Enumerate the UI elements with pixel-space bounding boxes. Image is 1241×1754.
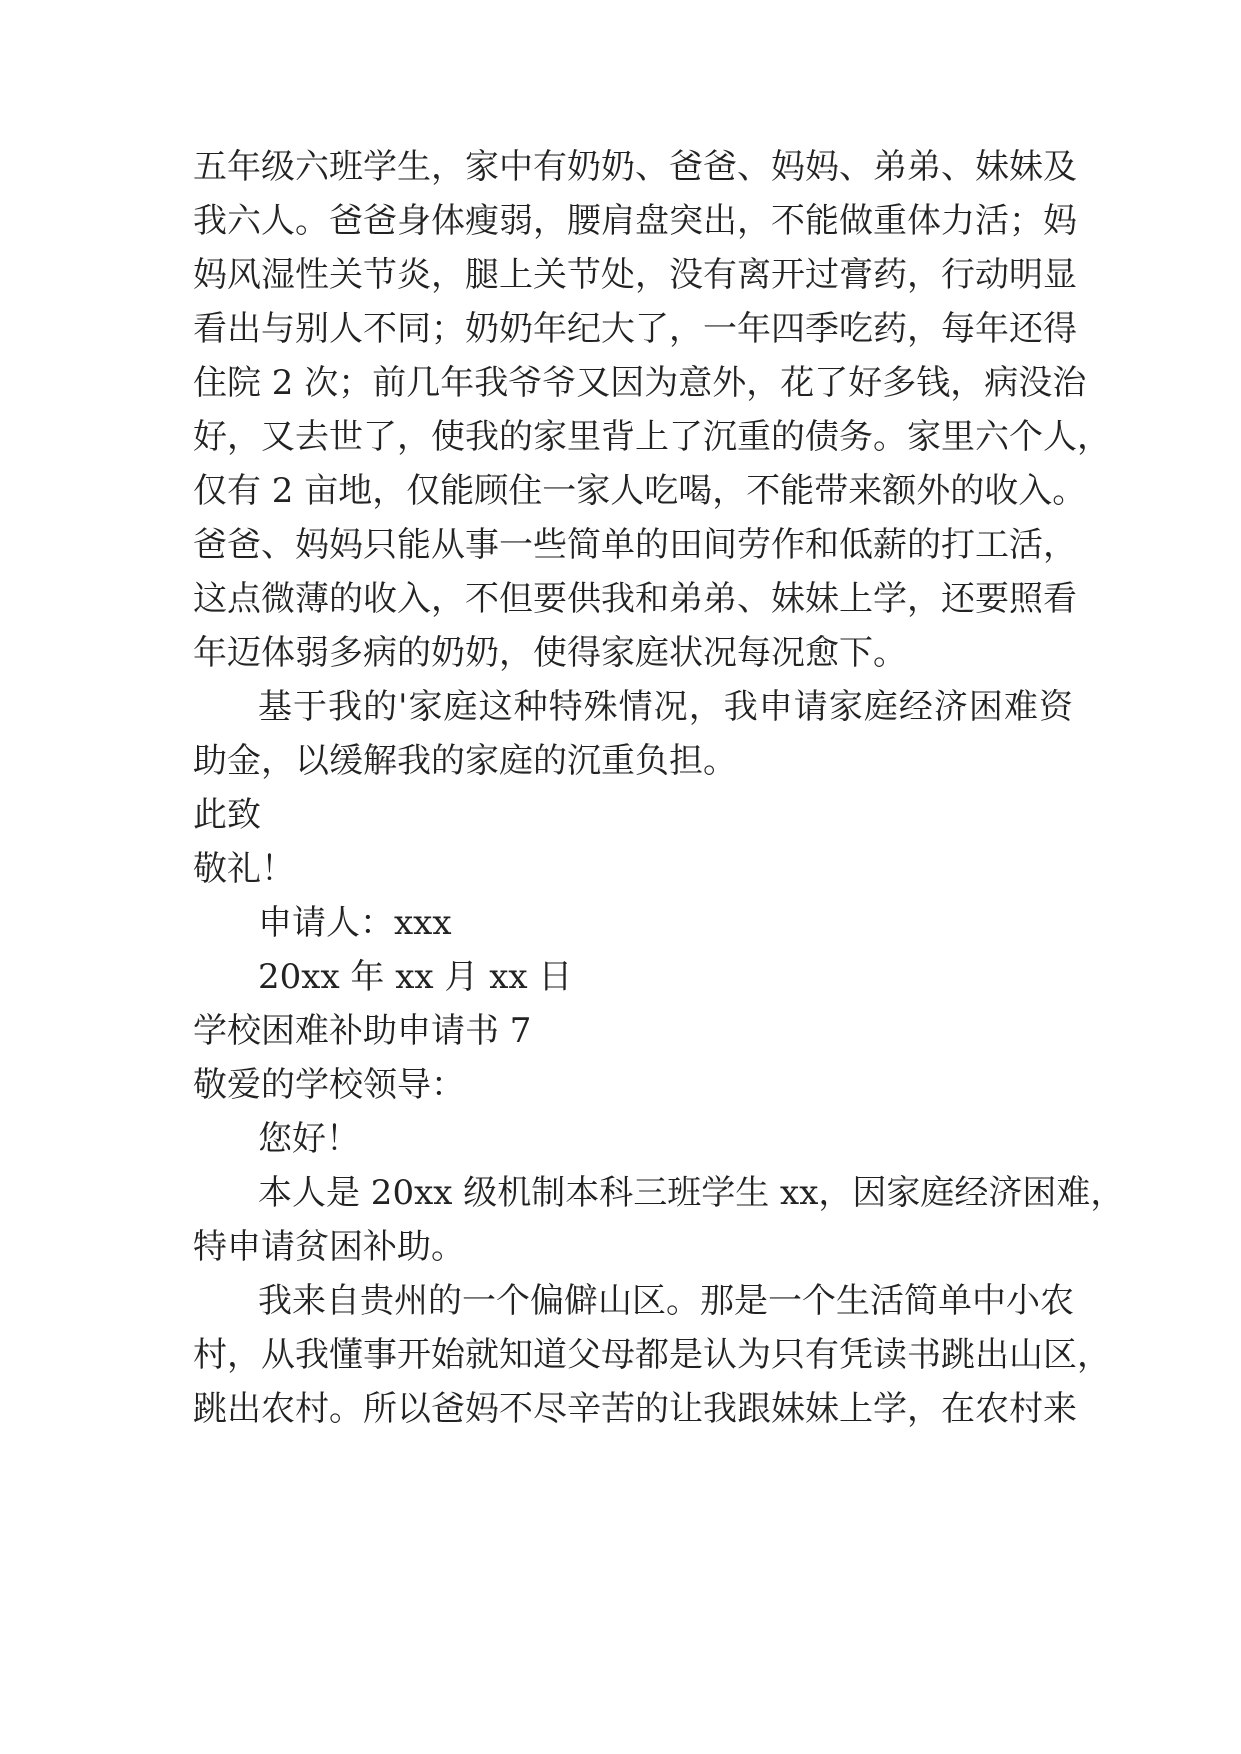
paragraph-line: 看出与别人不同；奶奶年纪大了，一年四季吃药，每年还得	[193, 309, 1077, 349]
paragraph-line: 五年级六班学生，家中有奶奶、爸爸、妈妈、弟弟、妹妹及	[193, 147, 1077, 187]
paragraph-line: 年迈体弱多病的奶奶，使得家庭状况每况愈下。	[193, 633, 907, 673]
paragraph-line: 仅有 2 亩地，仅能顾住一家人吃喝，不能带来额外的收入。	[193, 471, 1087, 511]
paragraph-line: 村，从我懂事开始就知道父母都是认为只有凭读书跳出山区，	[193, 1335, 1111, 1375]
paragraph-line: 住院 2 次；前几年我爷爷又因为意外，花了好多钱，病没治	[193, 363, 1087, 403]
paragraph-line: 特申请贫困补助。	[193, 1227, 465, 1267]
paragraph-line: 本人是 20xx 级机制本科三班学生 xx，因家庭经济困难，	[258, 1173, 1125, 1213]
paragraph-line: 爸爸、妈妈只能从事一些简单的田间劳作和低薪的打工活，	[193, 525, 1077, 565]
paragraph-line: 好，又去世了，使我的家里背上了沉重的债务。家里六个人，	[193, 417, 1111, 457]
closing-regards: 敬礼！	[193, 849, 295, 889]
paragraph-line: 跳出农村。所以爸妈不尽辛苦的让我跟妹妹上学，在农村来	[193, 1389, 1077, 1429]
applicant-name: 申请人：xxx	[258, 903, 452, 943]
greeting: 您好！	[258, 1119, 360, 1159]
paragraph-line: 妈风湿性关节炎，腿上关节处，没有离开过膏药，行动明显	[193, 255, 1077, 295]
paragraph-line: 这点微薄的收入，不但要供我和弟弟、妹妹上学，还要照看	[193, 579, 1077, 619]
letter-salutation: 敬爱的学校领导：	[193, 1065, 465, 1105]
section-title: 学校困难补助申请书 7	[193, 1011, 532, 1051]
paragraph-line: 基于我的'家庭这种特殊情况，我申请家庭经济困难资	[258, 687, 1073, 727]
paragraph-line: 我六人。爸爸身体瘦弱，腰肩盘突出，不能做重体力活；妈	[193, 201, 1077, 241]
closing-salutation: 此致	[193, 795, 261, 835]
application-date: 20xx 年 xx 月 xx 日	[258, 957, 573, 997]
paragraph-line: 我来自贵州的一个偏僻山区。那是一个生活简单中小农	[258, 1281, 1074, 1321]
paragraph-line: 助金，以缓解我的家庭的沉重负担。	[193, 741, 737, 781]
